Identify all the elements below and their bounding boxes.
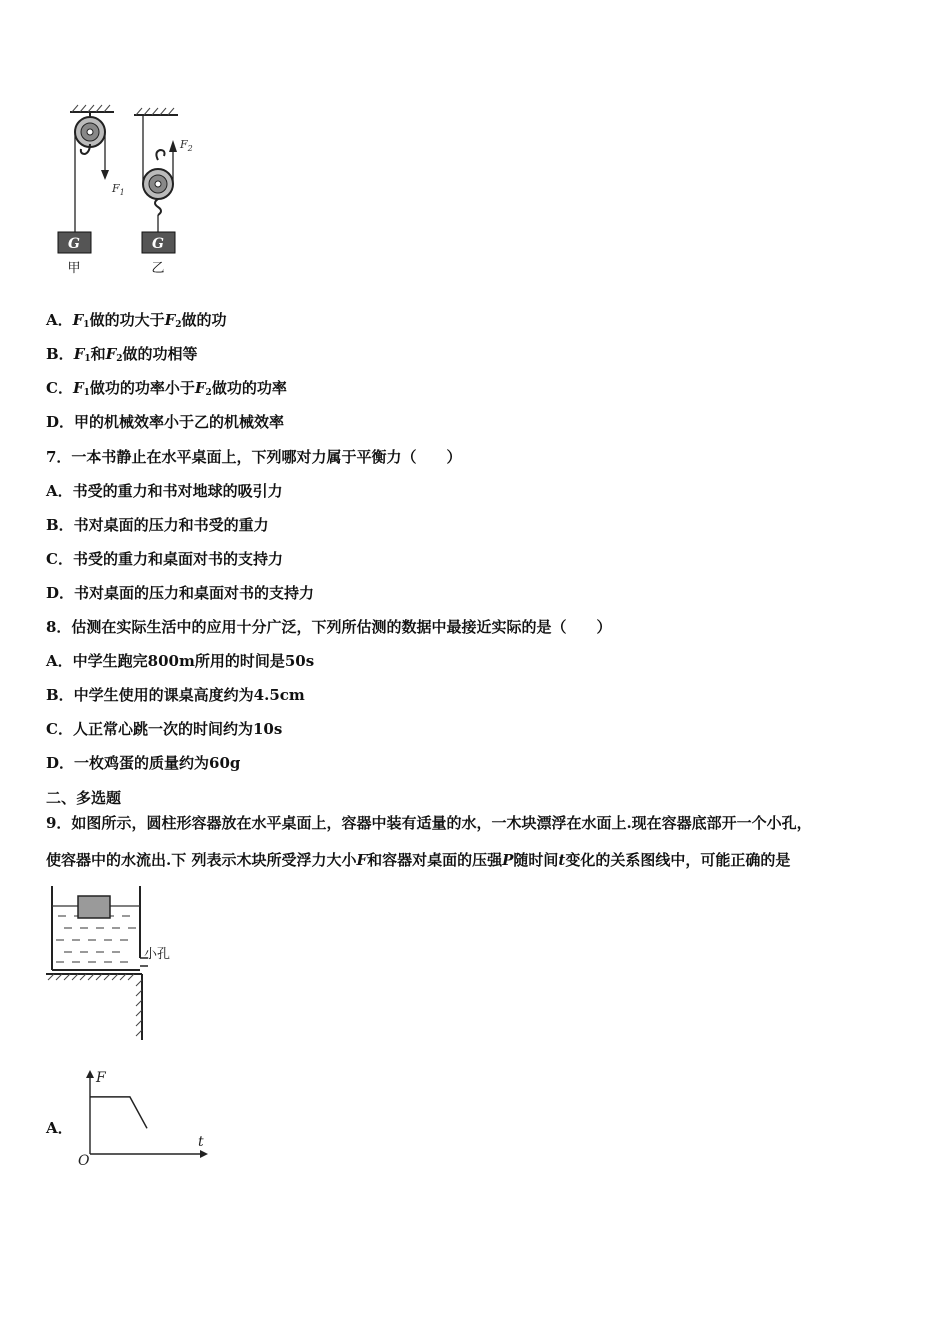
q7-option-c[interactable]: C．书受的重力和桌面对书的支持力 — [46, 550, 283, 568]
force1-label: $F_1$ — [112, 182, 125, 197]
q6-option-b[interactable]: B．$F_1$和$F_2$做的功相等 — [46, 345, 198, 364]
q7-option-d[interactable]: D．书对桌面的压力和桌面对书的支持力 — [46, 584, 315, 602]
q6-option-a[interactable]: A．$F_1$做的功大于$F_2$做的功 — [46, 311, 227, 330]
movable-pulley — [134, 108, 193, 276]
graph-origin-label: O — [78, 1153, 90, 1166]
pulley-figure — [52, 100, 222, 280]
hole-label: 小孔 — [144, 947, 171, 962]
graph-x-label: t — [198, 1134, 204, 1150]
weight-label-yi: G — [152, 236, 164, 252]
container-figure — [44, 882, 194, 1047]
fixed-pulley — [58, 105, 125, 276]
q7-option-b[interactable]: B．书对桌面的压力和书受的重力 — [46, 516, 269, 534]
q8-option-b[interactable]: B．中学生使用的课桌高度约为4.5cm — [46, 686, 305, 704]
q9-option-a[interactable]: A． — [46, 1119, 73, 1137]
q7-stem: 7．一本书静止在水平桌面上，下列哪对力属于平衡力（ ） — [46, 448, 462, 466]
weight-label-jia: G — [68, 236, 80, 252]
graph-y-arrow — [86, 1070, 94, 1078]
q8-option-a[interactable]: A．中学生跑完800m所用的时间是50s — [46, 652, 315, 670]
q8-option-c[interactable]: C．人正常心跳一次的时间约为10s — [46, 720, 283, 738]
force2-label: $F_2$ — [180, 138, 193, 153]
graph-series-line-0 — [90, 1097, 147, 1128]
q9-stem-line2: 使容器中的水流出.下 列表示木块所受浮力大小F和容器对桌面的压强P随时间t变化的关系图线中，可能正确的是 — [46, 851, 791, 869]
q6-option-d[interactable]: D．甲的机械效率小于乙的机械效率 — [46, 413, 285, 431]
q7-option-a[interactable]: A．书受的重力和书对地球的吸引力 — [46, 482, 283, 500]
label-jia: 甲 — [67, 261, 81, 276]
section-heading: 二、多选题 — [46, 789, 122, 807]
graph-y-label: F — [96, 1070, 106, 1086]
graph-a — [72, 1066, 212, 1166]
label-yi: 乙 — [151, 261, 165, 276]
q6-option-c[interactable]: C．$F_1$做功的功率小于$F_2$做功的功率 — [46, 379, 287, 398]
q9-stem-line1: 9．如图所示，圆柱形容器放在水平桌面上，容器中装有适量的水，一木块漂浮在水面上.现在容器底部开一个小孔， — [46, 814, 812, 832]
graph-x-arrow — [200, 1150, 208, 1158]
q8-option-d[interactable]: D．一枚鸡蛋的质量约为60g — [46, 754, 241, 772]
q8-stem: 8．估测在实际生活中的应用十分广泛，下列所估测的数据中最接近实际的是（ ） — [46, 618, 612, 636]
